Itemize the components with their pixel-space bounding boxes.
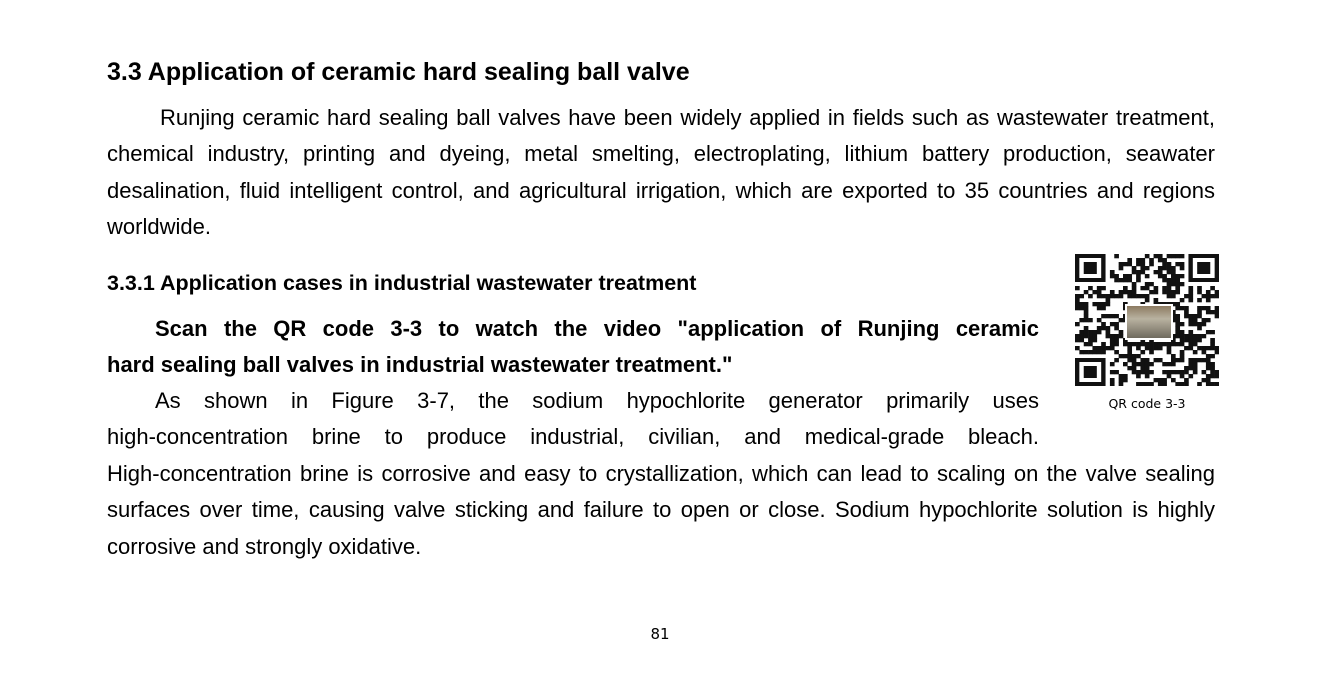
scan-instruction (107, 311, 1039, 384)
subsection-heading: 3.3.1 Application cases in industrial wastewater treatment (107, 271, 697, 295)
body-paragraph-rest: High-concentration brine is corrosive and easy to crystallization, which can lead to scaling on the valve sealing surfaces over time, causing valve sticking and failure to open or close. Sodium hypochlorite solution is highly corrosive and strongly oxidative. (107, 461, 1215, 559)
qr-center-photo (1125, 304, 1173, 340)
body-line-2: high-concentration brine to produce industrial, civilian, and medical-grade bleach. (107, 424, 1039, 450)
section-heading: 3.3 Application of ceramic hard sealing ball valve (107, 58, 690, 86)
scan-instruction-line-1: Scan the QR code 3-3 to watch the video "application of Runjing ceramic (155, 316, 1039, 341)
qr-caption: QR code 3-3 (1108, 396, 1186, 411)
page-number: 81 (650, 625, 670, 643)
body-paragraph-start (107, 383, 1039, 456)
scan-instruction-line-2: hard sealing ball valves in industrial wastewater treatment." (107, 352, 733, 378)
body-line-1: As shown in Figure 3-7, the sodium hypochlorite generator primarily uses (155, 388, 1039, 413)
section-paragraph: Runjing ceramic hard sealing ball valves have been widely applied in fields such as wastewater treatment, chemical industry, printing and dyeing, metal smelting, electroplating, lithium battery production, seawater desalination, fluid intelligent control, and agricultural irrigation, which are exported to 35 countries and regions worldwide. (107, 105, 1215, 239)
qr-code-image[interactable] (1075, 254, 1219, 386)
